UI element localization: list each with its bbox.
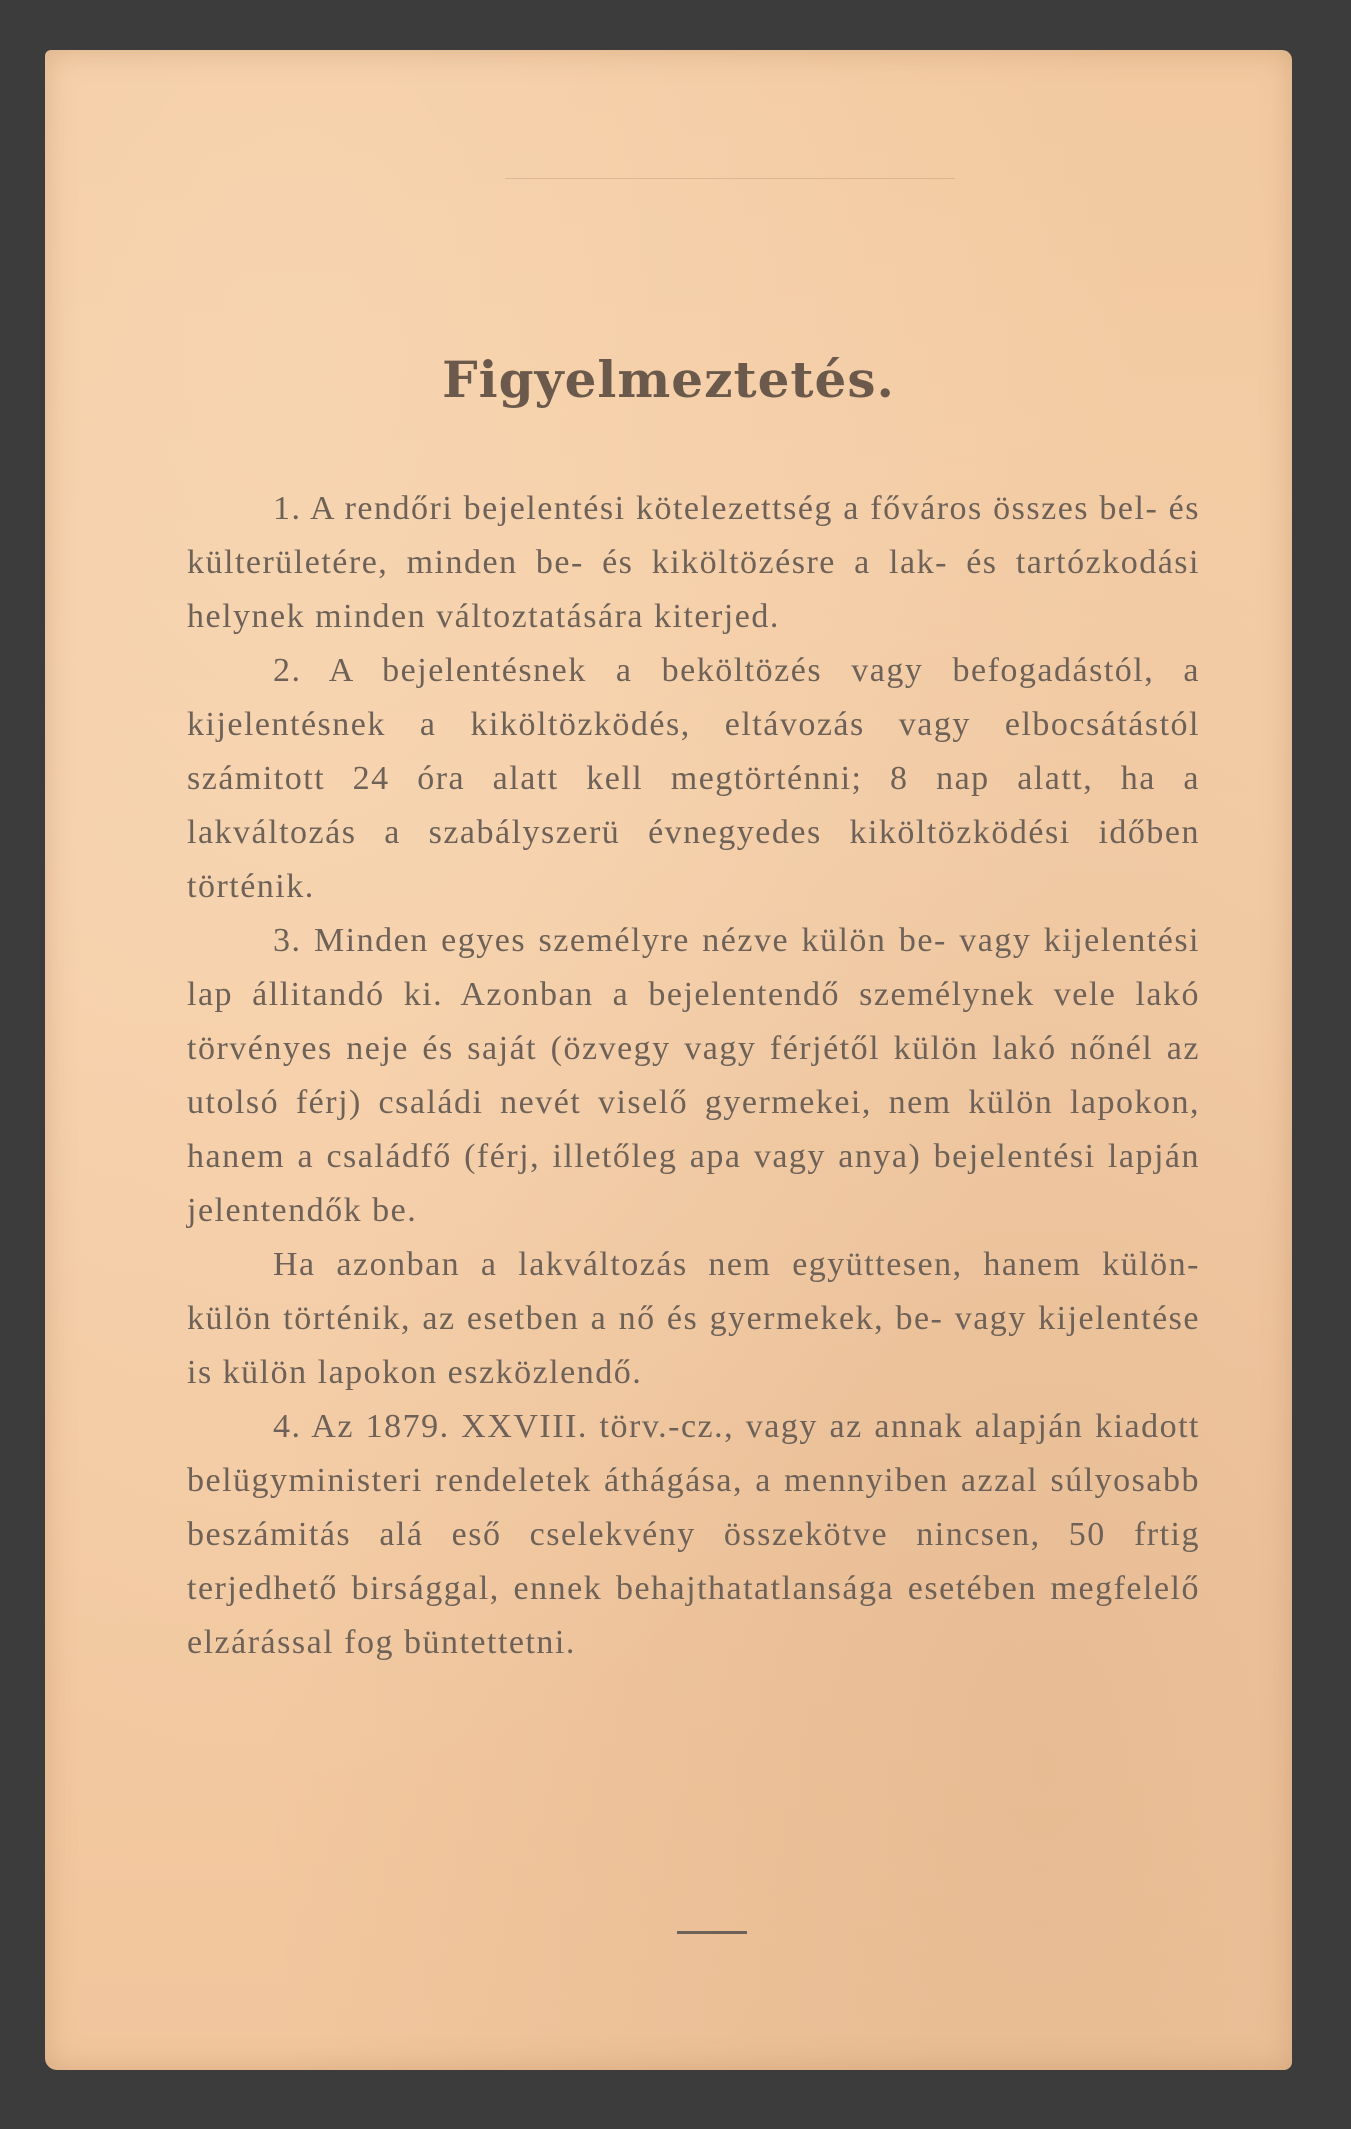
paragraph-3: 3. Minden egyes személyre nézve külön be- vagy kijelentési lap állitandó ki. Azonban a bejelentendő személynek vele lakó törvényes neje és saját (özvegy vagy férjétől külön lakó nőnél az utolsó férj) családi nevét viselő gyermekei, nem külön lapokon, hanem a családfő (férj, illetőleg apa vagy anya) bejelentési lapján jelentendők be. [187, 922, 1200, 1229]
paragraph-3-continued: Ha azonban a lakváltozás nem együttesen, hanem külön-külön történik, az esetben a nő és gyermekek, be- vagy kijelentése is külön lapokon eszközlendő. [187, 1246, 1200, 1391]
paragraph-1: 1. A rendőri bejelentési kötelezettség a főváros összes bel- és külterületére, minden be- és kiköltözésre a lak- és tartózkodási helynek minden változtatására kiterjed. [187, 490, 1200, 635]
fold-line [505, 178, 955, 179]
paragraph-4: 4. Az 1879. XXVIII. törv.-cz., vagy az annak alapján kiadott belügyministeri rendeletek áthágása, a mennyiben azzal súlyosabb beszámitás alá eső cselekvény összekötve nincsen, 50 frtig terjedhető birsággal, ennek behajthatatlansága esetében megfelelő elzárással fog büntettetni. [187, 1408, 1200, 1661]
body-text [187, 482, 1200, 1670]
end-rule [677, 1931, 747, 1934]
page-title: Figyelmeztetés. [442, 350, 895, 409]
paragraph-2: 2. A bejelentésnek a beköltözés vagy befogadástól, a kijelentésnek a kiköltözködés, eltávozás vagy elbocsátástól számitott 24 óra alatt kell megtörténni; 8 nap alatt, ha a lakváltozás a szabályszerü évnegyedes kiköltözködési időben történik. [187, 652, 1200, 905]
document-page [45, 50, 1292, 2070]
